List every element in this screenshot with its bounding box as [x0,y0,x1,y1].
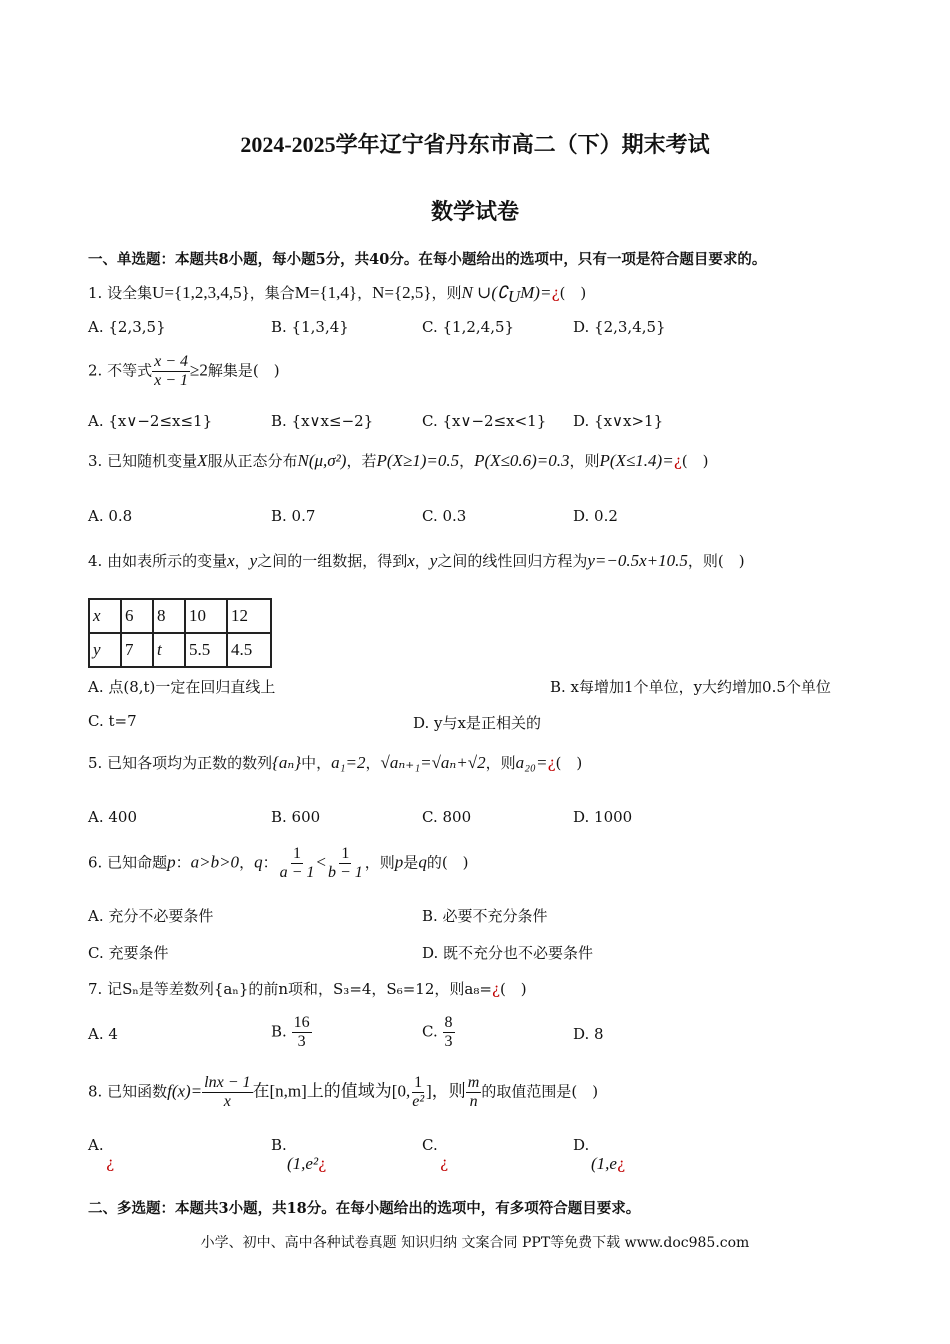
q5-target-term: a₂₀= [515,753,548,772]
q5-text: 中， [301,754,332,772]
q8-range-text: 在[n,m]上的值域为[0, [252,1081,411,1101]
q1-text: ， [357,284,373,302]
q6-denominator-2: b − 1 [327,864,363,881]
q6-prop-q: q [254,852,263,872]
q4-tail: ，则( ) [687,552,745,570]
question-3 [88,450,708,471]
q4-option-a: A. 点(8,t)一定在回归直线上 [88,678,276,696]
q8-range-fraction [410,1074,426,1111]
q6-denominator-1: a − 1 [279,864,315,881]
q2-fraction [152,353,190,390]
q3-prob-2: P(X≤0.6)=0.3 [474,451,570,470]
q6-less-than: < [316,852,326,872]
q1-text: ，集合 [249,284,295,302]
q3-prob-3: P(X≤1.4)= [599,451,674,470]
page-subtitle: 数学试卷 [430,199,519,224]
q6-text: ， [239,853,255,872]
q6-numerator-2: 1 [341,845,350,862]
table-row [89,633,271,667]
q4-option-c: C. t=7 [88,712,137,730]
q8-option-b [271,1136,326,1174]
q1-option-a: A. {2,3,5} [88,318,166,336]
table-cell: x [89,599,121,633]
q3-option-c: C. 0.3 [422,507,467,525]
q3-option-d: D. 0.2 [573,507,618,525]
q6-text: ： [262,853,278,872]
q2-option-c: C. {x∨−2≤x<1} [422,412,547,430]
q8-option-d-value: (1,e [591,1154,617,1173]
q8-option-c [422,1136,448,1172]
q4-text: ， [234,552,250,570]
q5-text: ， [365,754,381,772]
q3-prob-1: P(X≥1)=0.5 [376,451,460,470]
q2-prefix: 2. 不等式 [88,361,153,380]
q8-numerator: lnx − 1 [204,1074,251,1091]
page-title: 2024-2025学年辽宁省丹东市高二（下）期末考试 [240,132,710,157]
q6-prefix: 6. 已知命题 [88,853,168,872]
q8-ratio-numerator: m [467,1074,480,1091]
q8-option-a-value: ¿ [106,1154,115,1172]
table-cell: 4.5 [227,633,271,667]
q6-option-d: D. 既不充分也不必要条件 [422,944,594,962]
q6-prop-p: p [394,852,404,872]
q1-set-m: M={1,4} [294,283,358,302]
table-cell: 5.5 [185,633,227,667]
q7-option-b [271,1014,312,1051]
q8-option-a [88,1136,114,1172]
q1-set-u: U={1,2,3,4,5} [152,283,250,302]
section-heading-single-choice: 一、单选题：本题共8小题，每小题5分，共40分。在每小题给出的选项中，只有一项是符合题目要求的。 [88,251,767,268]
q3-distribution: N(μ,σ²) [297,451,347,470]
question-8 [88,1074,598,1111]
q7-option-c-numerator: 8 [444,1014,453,1031]
question-2 [88,353,280,390]
q4-var-y: y [429,551,438,570]
q8-ratio-denominator: n [469,1093,478,1110]
q7-text: 7. 记Sₙ是等差数列{aₙ}的前n项和，S₃=4，S₆=12，则a₈= [88,980,492,998]
q8-fraction [202,1074,252,1111]
q5-recurrence: √aₙ₊₁=√aₙ+√2 [380,753,486,772]
q3-text: ，则 [569,452,600,470]
q1-option-c: C. {1,2,4,5} [422,318,515,336]
q7-mark: ¿ [491,980,500,998]
q3-option-b: B. 0.7 [271,507,316,525]
q4-regression-equation: y=−0.5x+10.5 [587,551,688,570]
q4-option-d: D. y与x是正相关的 [413,714,541,732]
q7-option-b-label: B. [271,1022,287,1041]
q7-option-c-denominator: 3 [444,1033,453,1050]
q3-text: ， [459,452,475,470]
q5-text: ，则 [485,754,516,772]
q1-tail: ( ) [559,284,587,302]
table-cell: t [153,633,185,667]
q2-option-b: B. {x∨x≤−2} [271,412,374,430]
q2-option-d: D. {x∨x>1} [573,412,664,430]
q6-option-c: C. 充要条件 [88,944,169,962]
q5-option-b: B. 600 [271,808,321,826]
q8-range-numerator: 1 [414,1074,423,1091]
q5-tail: ( ) [555,754,583,772]
q4-option-b: B. x每增加1个单位，y大约增加0.5个单位 [550,678,831,696]
q4-text: ， [414,552,430,570]
q5-initial-term: a₁=2 [331,753,366,772]
q1-subscript: U [507,287,521,306]
q6-prop-q: q [418,852,427,872]
q1-expression: N ∪(∁ [461,283,508,302]
q3-text: ，若 [346,452,377,470]
q2-denominator: x − 1 [154,372,188,389]
q8-tail: 的取值范围是( ) [481,1082,599,1101]
q8-option-d-mark: ¿ [616,1155,626,1173]
question-4 [88,550,745,571]
table-row [89,599,271,633]
q8-text: ]，则 [426,1081,466,1101]
q8-option-d-label: D. [573,1136,590,1154]
q5-option-a: A. 400 [88,808,137,826]
q6-option-b: B. 必要不充分条件 [422,907,548,925]
q7-tail: ( ) [499,980,527,998]
q1-text: ，则 [431,284,462,302]
q5-prefix: 5. 已知各项均为正数的数列 [88,754,273,772]
page-footer: 小学、初中、高中各种试卷真题 知识归纳 文案合同 PPT等免费下载 www.doc985.com [200,1235,750,1251]
q2-option-a: A. {x∨−2≤x≤1} [88,412,213,430]
q8-denominator: x [223,1093,231,1110]
table-cell: 7 [121,633,153,667]
q8-function: f(x)= [167,1081,203,1101]
q6-text: ，则 [364,853,395,872]
question-1 [88,282,586,307]
q6-condition: a>b>0 [190,852,240,872]
q7-option-b-denominator: 3 [297,1033,306,1050]
q7-option-d: D. 8 [573,1025,604,1043]
q8-option-b-value: (1,e² [287,1154,319,1173]
table-cell: 8 [153,599,185,633]
section-heading-multiple-choice: 二、多选题：本题共3小题，共18分。在每小题给出的选项中，有多项符合题目要求。 [88,1200,641,1217]
q3-tail: ( ) [681,452,709,470]
q5-option-c: C. 800 [422,808,472,826]
q3-text: 服从正态分布 [207,452,298,470]
q1-prefix: 1. 设全集 [88,284,153,302]
q7-option-a: A. 4 [88,1025,118,1043]
q4-var-y: y [249,551,258,570]
question-7 [88,978,527,999]
q6-text: ： [175,853,191,872]
q4-var-x: x [407,551,415,570]
q6-tail: 的( ) [426,853,469,872]
q8-option-b-mark: ¿ [318,1155,327,1173]
q6-fraction-2 [326,845,365,882]
q5-sequence: {aₙ} [272,753,302,772]
table-cell: y [89,633,121,667]
q2-relation: ≥2 [190,360,208,380]
q8-option-d [573,1136,625,1174]
q3-prefix: 3. 已知随机变量 [88,452,198,470]
q8-option-b-label: B. [271,1136,287,1154]
q4-text: 之间的线性回归方程为 [437,552,588,570]
q1-set-n: N={2,5} [372,283,432,302]
q6-text: 是 [403,853,419,872]
question-5 [88,752,582,773]
q3-option-a: A. 0.8 [88,507,133,525]
q1-option-b: B. {1,3,4} [271,318,349,336]
q8-option-c-label: C. [422,1136,438,1154]
q1-option-d: D. {2,3,4,5} [573,318,666,336]
q2-tail: 解集是( ) [207,361,280,380]
q3-mark: ¿ [673,452,682,470]
q7-option-b-numerator: 16 [293,1014,310,1031]
q4-var-x: x [227,551,235,570]
q1-expression: M)= [520,283,552,302]
q6-fraction-1 [278,845,317,882]
q6-prop-p: p [167,852,176,872]
q7-option-c [422,1014,455,1051]
q4-data-table [88,598,272,668]
q8-option-a-label: A. [88,1136,104,1154]
q8-range-denominator: e² [412,1093,425,1110]
q6-numerator-1: 1 [292,845,301,862]
q3-variable: X [197,451,208,470]
question-6 [88,845,469,882]
q4-text: 4. 由如表所示的变量 [88,552,228,570]
q7-option-b-fraction [292,1014,312,1051]
table-cell: 12 [227,599,271,633]
q5-mark: ¿ [547,754,556,772]
q8-prefix: 8. 已知函数 [88,1082,168,1101]
table-cell: 6 [121,599,153,633]
q2-numerator: x − 4 [154,353,188,370]
q7-option-c-label: C. [422,1022,438,1041]
q8-ratio-fraction [466,1074,482,1111]
q8-option-c-value: ¿ [440,1154,449,1172]
q6-option-a: A. 充分不必要条件 [88,907,214,925]
table-cell: 10 [185,599,227,633]
q4-text: 之间的一组数据，得到 [257,552,408,570]
q1-mark: ¿ [551,284,560,302]
q7-option-c-fraction [443,1014,455,1051]
q5-option-d: D. 1000 [573,808,633,826]
